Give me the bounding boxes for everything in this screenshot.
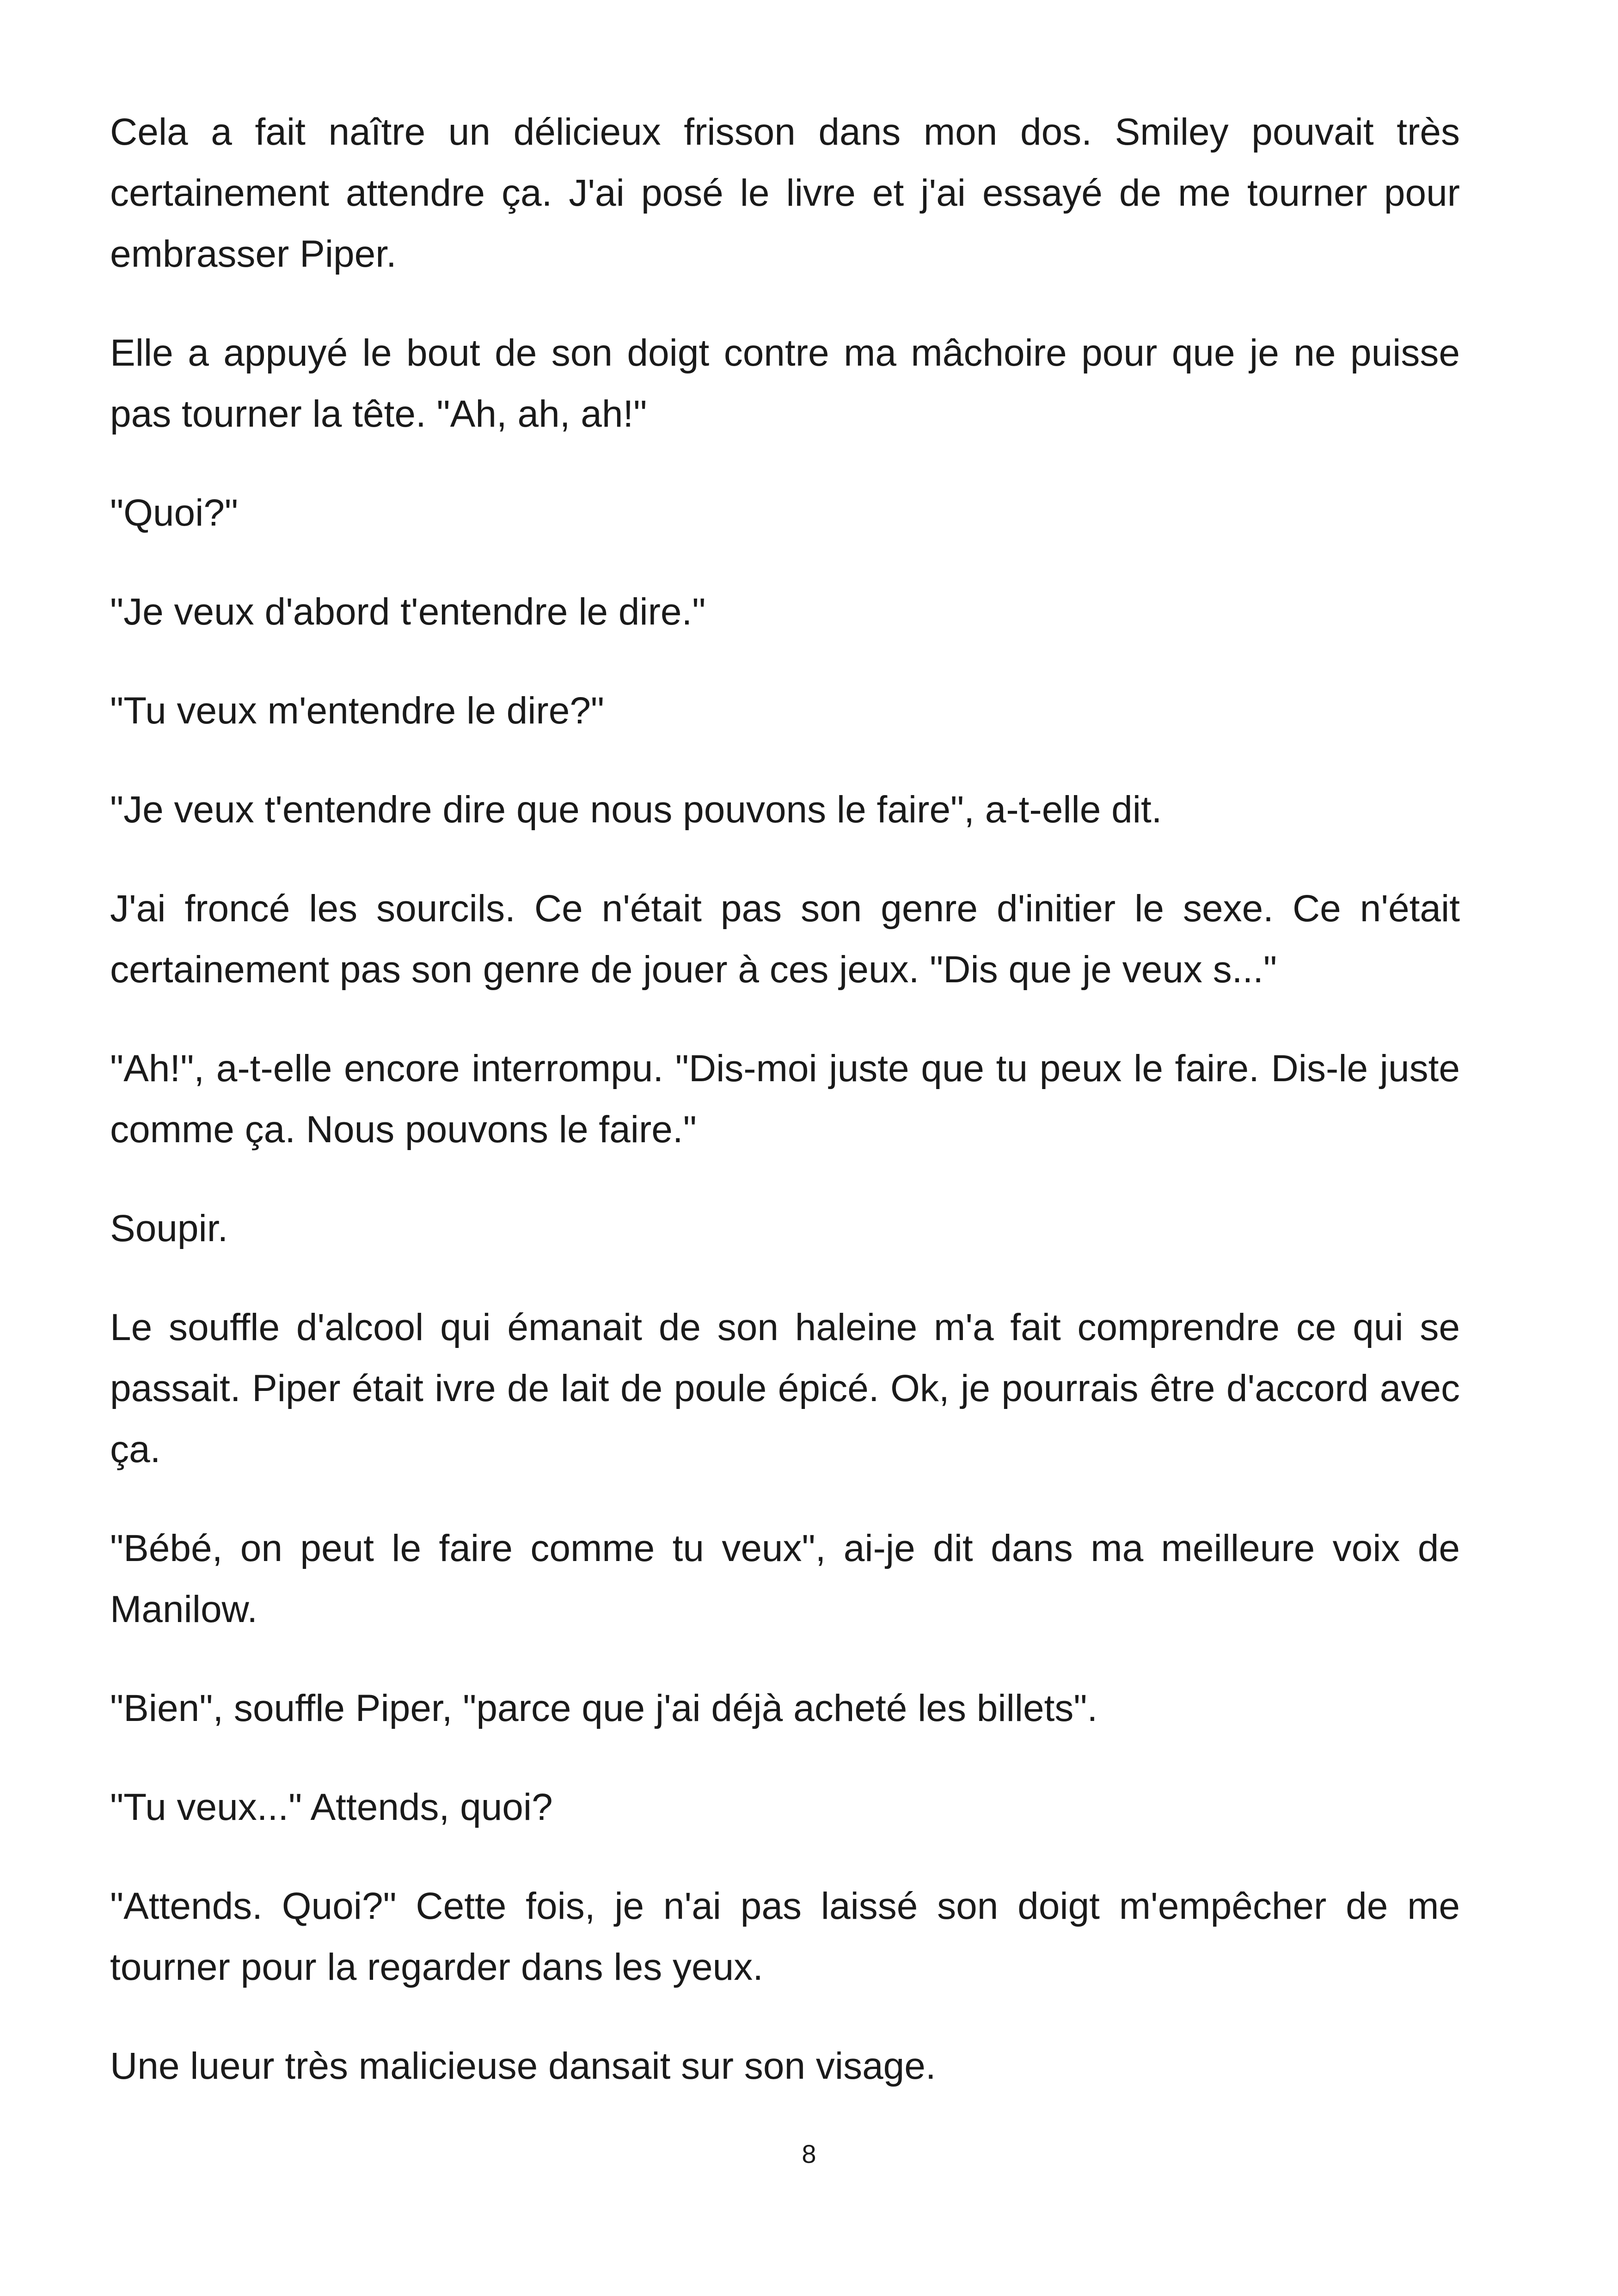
paragraph: Soupir. <box>110 1207 228 1249</box>
paragraph: "Tu veux m'entendre le dire?" <box>110 690 605 732</box>
paragraph: "Bébé, on peut le faire comme tu veux", ai-je dit dans ma meilleure voix de Manilow. <box>110 1527 1460 1630</box>
page-body <box>110 102 1460 2135</box>
paragraph: "Attends. Quoi?" Cette fois, je n'ai pas laissé son doigt m'empêcher de me tourner pour la regarder dans les yeux. <box>110 1885 1460 1988</box>
paragraph: Cela a fait naître un délicieux frisson dans mon dos. Smiley pouvait très certainement attendre ça. J'ai posé le livre et j'ai essayé de me tourner pour embrasser Piper. <box>110 111 1460 275</box>
paragraph: Le souffle d'alcool qui émanait de son haleine m'a fait comprendre ce qui se passait. Piper était ivre de lait de poule épicé. Ok, je pourrais être d'accord avec ça. <box>110 1306 1460 1470</box>
paragraph: Une lueur très malicieuse dansait sur son visage. <box>110 2045 936 2087</box>
paragraph: J'ai froncé les sourcils. Ce n'était pas son genre d'initier le sexe. Ce n'était certainement pas son genre de jouer à ces jeux. "Dis que je veux s..." <box>110 888 1460 991</box>
paragraph: "Je veux d'abord t'entendre le dire." <box>110 591 706 633</box>
paragraph: "Quoi?" <box>110 492 239 534</box>
paragraph: Elle a appuyé le bout de son doigt contre ma mâchoire pour que je ne puisse pas tourner la tête. "Ah, ah, ah!" <box>110 332 1460 435</box>
page-number: 8 <box>802 2139 816 2168</box>
paragraph: "Je veux t'entendre dire que nous pouvons le faire", a-t-elle dit. <box>110 789 1162 831</box>
paragraph: "Ah!", a-t-elle encore interrompu. "Dis-moi juste que tu peux le faire. Dis-le juste comme ça. Nous pouvons le faire." <box>110 1047 1460 1151</box>
paragraph: "Tu veux..." Attends, quoi? <box>110 1786 553 1828</box>
paragraph: "Bien", souffle Piper, "parce que j'ai déjà acheté les billets". <box>110 1687 1098 1729</box>
